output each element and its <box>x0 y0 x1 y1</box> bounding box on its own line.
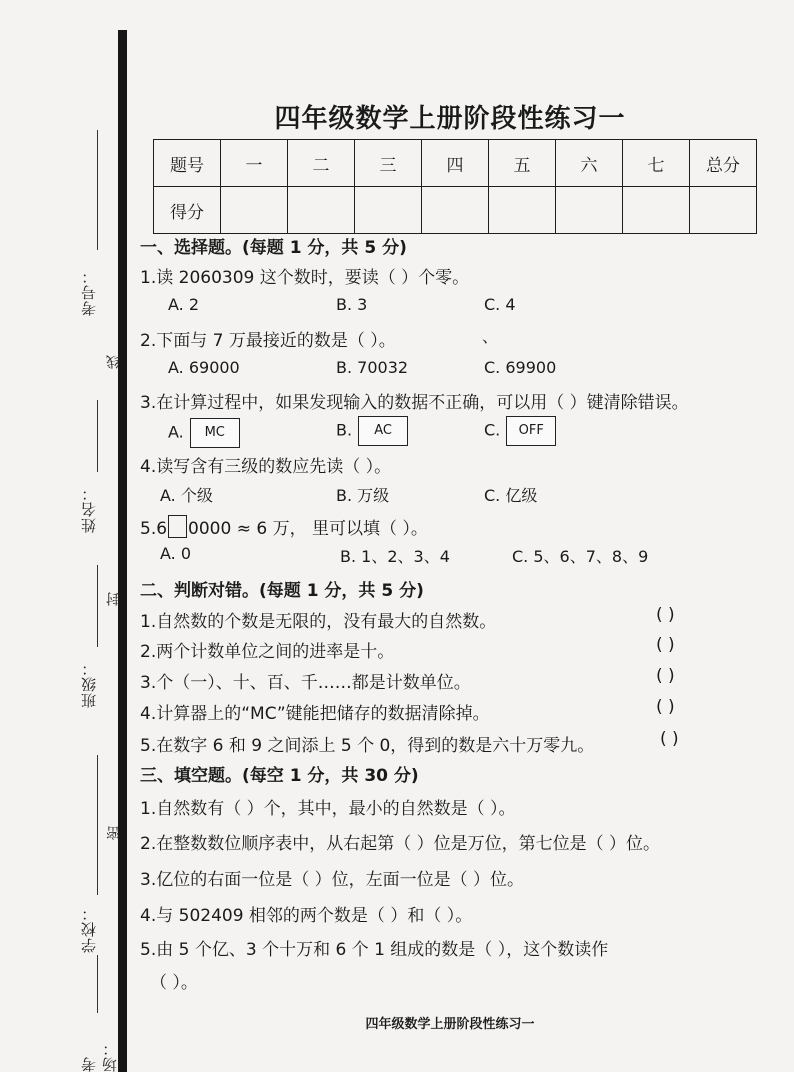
score-header-cell: 五 <box>489 140 556 187</box>
ac-key: AC <box>358 416 408 446</box>
q1-3-option-b-letter: B. <box>336 420 353 440</box>
score-table <box>153 139 757 234</box>
q1-5-suffix: 0000 ≈ 6 万， 里可以填（ ）。 <box>188 519 428 539</box>
score-cell[interactable] <box>422 187 489 234</box>
score-header-cell: 一 <box>221 140 288 187</box>
q1-3-option-c[interactable] <box>484 416 556 446</box>
fill-item-4[interactable]: 4.与 502409 相邻的两个数是（ ）和（ ）。 <box>140 906 473 926</box>
off-key: OFF <box>506 416 556 446</box>
name-line <box>97 400 98 472</box>
q1-5-option-b[interactable]: B. 1、2、3、4 <box>340 547 450 566</box>
q1-5-option-a[interactable]: A. 0 <box>160 544 192 563</box>
score-header-cell: 四 <box>422 140 489 187</box>
q1-4-option-a[interactable]: A. 个级 <box>160 486 213 505</box>
name-label: 姓名： <box>80 485 98 533</box>
q1-3-option-b[interactable] <box>336 416 408 446</box>
fill-item-1[interactable]: 1.自然数有（ ）个，其中，最小的自然数是（ ）。 <box>140 799 516 819</box>
score-header-cell: 题号 <box>154 140 221 187</box>
binding-bar <box>118 30 127 1072</box>
judge-answer-1[interactable]: ( ) <box>656 605 675 625</box>
fill-item-5[interactable]: 5.由 5 个亿、3 个十万和 6 个 1 组成的数是（ ），这个数读作 <box>140 940 609 960</box>
q1-2-option-c[interactable]: C. 69900 <box>484 358 557 377</box>
score-header-cell: 总分 <box>690 140 757 187</box>
page-title: 四年级数学上册阶段性练习一 <box>274 104 626 134</box>
q1-3-option-a-letter: A. <box>168 422 184 442</box>
q1-1-option-b[interactable]: B. 3 <box>336 295 368 314</box>
question-1-3: 3.在计算过程中，如果发现输入的数据不正确，可以用（ ）键清除错误。 <box>140 393 689 413</box>
question-1-5 <box>140 514 428 539</box>
judge-item-5: 5.在数字 6 和 9 之间添上 5 个 0，得到的数是六十万零九。 <box>140 736 595 756</box>
room-label: 考场： <box>80 1040 119 1072</box>
question-1-1: 1.读 2060309 这个数时，要读（ ）个零。 <box>140 268 470 288</box>
judge-answer-4[interactable]: ( ) <box>656 697 675 717</box>
exam-no-line <box>97 130 98 250</box>
fill-item-2[interactable]: 2.在整数数位顺序表中，从右起第（ ）位是万位，第七位是（ ）位。 <box>140 834 661 854</box>
seal-char-line: 线 <box>106 355 122 369</box>
q1-3-option-a[interactable] <box>168 418 240 448</box>
section-1-heading: 一、选择题。(每题 1 分，共 5 分) <box>140 238 407 258</box>
school-line <box>97 755 98 895</box>
class-label: 班级： <box>80 660 98 708</box>
score-header-cell: 二 <box>288 140 355 187</box>
stray-mark: 、 <box>482 327 499 346</box>
judge-item-4: 4.计算器上的“MC”键能把储存的数据清除掉。 <box>140 704 490 724</box>
q1-5-prefix: 5.6 <box>140 519 168 539</box>
judge-answer-2[interactable]: ( ) <box>656 635 675 655</box>
seal-char-seal: 封 <box>106 592 122 606</box>
judge-item-3: 3.个（一）、十、百、千……都是计数单位。 <box>140 673 471 693</box>
section-3-heading: 三、填空题。(每空 1 分，共 30 分) <box>140 766 419 786</box>
q1-4-option-b[interactable]: B. 万级 <box>336 486 390 505</box>
seal-char-close: 密 <box>106 826 122 840</box>
q1-3-option-c-letter: C. <box>484 420 501 440</box>
score-cell[interactable] <box>489 187 556 234</box>
fill-item-5-continuation[interactable]: （ ）。 <box>150 973 198 993</box>
judge-item-1: 1.自然数的个数是无限的，没有最大的自然数。 <box>140 612 497 632</box>
fill-item-3[interactable]: 3.亿位的右面一位是（ ）位，左面一位是（ ）位。 <box>140 870 525 890</box>
class-line <box>97 565 98 647</box>
score-table-score-row <box>154 187 757 234</box>
q1-4-option-c[interactable]: C. 亿级 <box>484 486 538 505</box>
digit-box[interactable] <box>168 515 187 538</box>
score-cell[interactable] <box>355 187 422 234</box>
score-header-cell: 七 <box>623 140 690 187</box>
page-footer: 四年级数学上册阶段性练习一 <box>365 1017 535 1032</box>
room-line <box>97 955 98 1013</box>
q1-1-option-a[interactable]: A. 2 <box>168 295 200 314</box>
score-cell[interactable] <box>690 187 757 234</box>
score-cell[interactable] <box>623 187 690 234</box>
score-cell[interactable] <box>221 187 288 234</box>
school-label: 学校： <box>80 905 98 953</box>
score-header-cell: 三 <box>355 140 422 187</box>
score-table-header-row <box>154 140 757 187</box>
exam-no-label: 考号： <box>80 268 98 316</box>
judge-item-2: 2.两个计数单位之间的进率是十。 <box>140 642 395 662</box>
score-row-label: 得分 <box>154 187 221 234</box>
score-cell[interactable] <box>288 187 355 234</box>
q1-2-option-b[interactable]: B. 70032 <box>336 358 409 377</box>
score-header-cell: 六 <box>556 140 623 187</box>
q1-5-option-c[interactable]: C. 5、6、7、8、9 <box>512 547 649 566</box>
question-1-4: 4.读写含有三级的数应先读（ ）。 <box>140 457 392 477</box>
judge-answer-3[interactable]: ( ) <box>656 666 675 686</box>
mc-key: MC <box>190 418 240 448</box>
section-2-heading: 二、判断对错。(每题 1 分，共 5 分) <box>140 581 424 601</box>
judge-answer-5[interactable]: ( ) <box>660 729 679 749</box>
question-1-2: 2.下面与 7 万最接近的数是（ ）。 <box>140 331 396 351</box>
q1-2-option-a[interactable]: A. 69000 <box>168 358 240 377</box>
score-cell[interactable] <box>556 187 623 234</box>
q1-1-option-c[interactable]: C. 4 <box>484 295 516 314</box>
